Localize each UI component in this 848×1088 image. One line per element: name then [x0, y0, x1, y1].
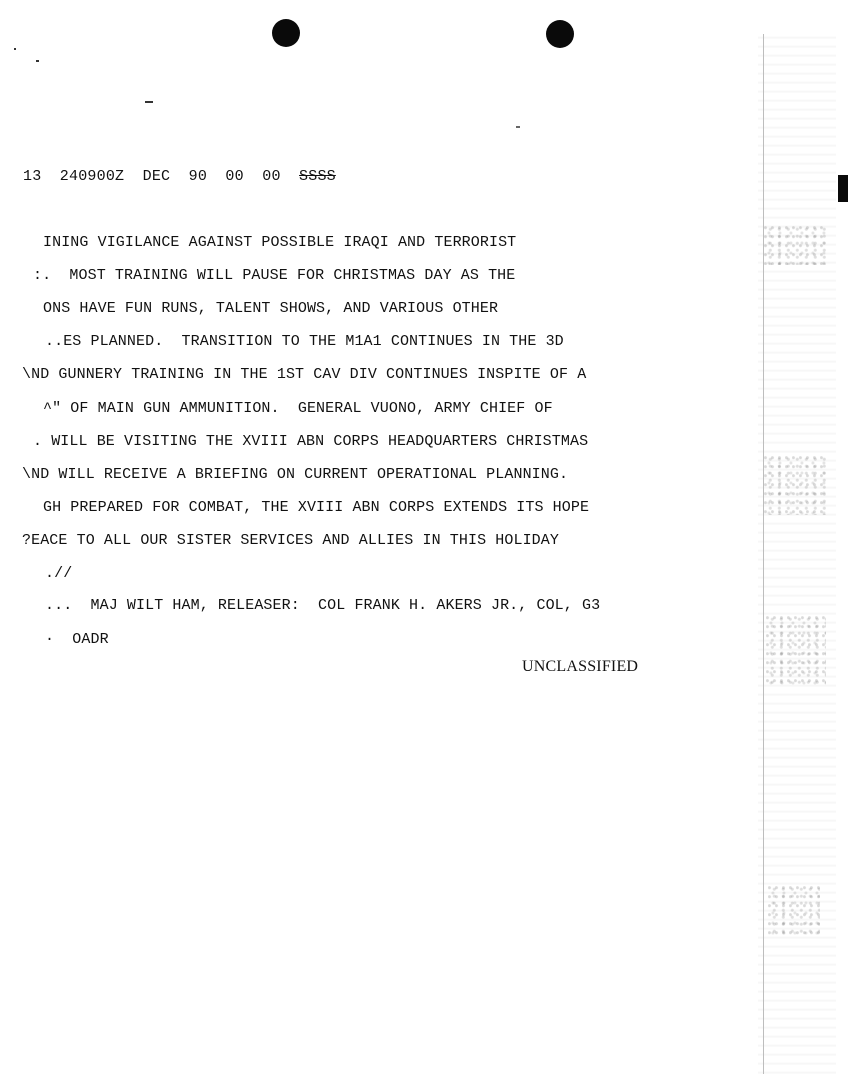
body-line: \ND GUNNERY TRAINING IN THE 1ST CAV DIV CONTINUES INSPITE OF A — [22, 366, 587, 383]
edge-registration-mark — [838, 175, 848, 202]
stray-mark — [36, 60, 39, 62]
body-line: ONS HAVE FUN RUNS, TALENT SHOWS, AND VARIOUS OTHER — [43, 300, 499, 317]
body-line: ... MAJ WILT HAM, RELEASER: COL FRANK H. AKERS JR., COL, G3 — [45, 597, 601, 614]
scan-noise — [764, 225, 826, 265]
scan-noise — [764, 455, 826, 515]
stray-mark — [145, 101, 153, 103]
body-line: ..ES PLANNED. TRANSITION TO THE M1A1 CONTINUES IN THE 3D — [45, 333, 564, 350]
stray-mark — [14, 48, 16, 50]
scan-edge-line — [763, 34, 764, 1074]
scan-noise — [766, 615, 826, 685]
body-line: · OADR — [45, 631, 109, 648]
body-line: ?EACE TO ALL OUR SISTER SERVICES AND ALLIES IN THIS HOLIDAY — [22, 532, 559, 549]
message-header — [23, 168, 336, 185]
punch-hole-right — [546, 20, 574, 48]
body-line: :. MOST TRAINING WILL PAUSE FOR CHRISTMAS DAY AS THE — [33, 267, 516, 284]
body-line: . WILL BE VISITING THE XVIII ABN CORPS HEADQUARTERS CHRISTMAS — [33, 433, 589, 450]
header-struck-code: SSSS — [299, 168, 336, 185]
body-line: ^" OF MAIN GUN AMMUNITION. GENERAL VUONO, ARMY CHIEF OF — [43, 400, 553, 417]
body-line: .// — [45, 565, 73, 582]
body-line: \ND WILL RECEIVE A BRIEFING ON CURRENT OPERATIONAL PLANNING. — [22, 466, 569, 483]
body-line: INING VIGILANCE AGAINST POSSIBLE IRAQI AND TERRORIST — [43, 234, 517, 251]
stray-mark — [516, 126, 520, 128]
punch-hole-left — [272, 19, 300, 47]
header-dtg: 13 240900Z DEC 90 00 00 — [23, 168, 300, 185]
body-line: GH PREPARED FOR COMBAT, THE XVIII ABN CORPS EXTENDS ITS HOPE — [43, 499, 590, 516]
classification-marking: UNCLASSIFIED — [522, 658, 639, 675]
scan-noise — [768, 885, 820, 935]
